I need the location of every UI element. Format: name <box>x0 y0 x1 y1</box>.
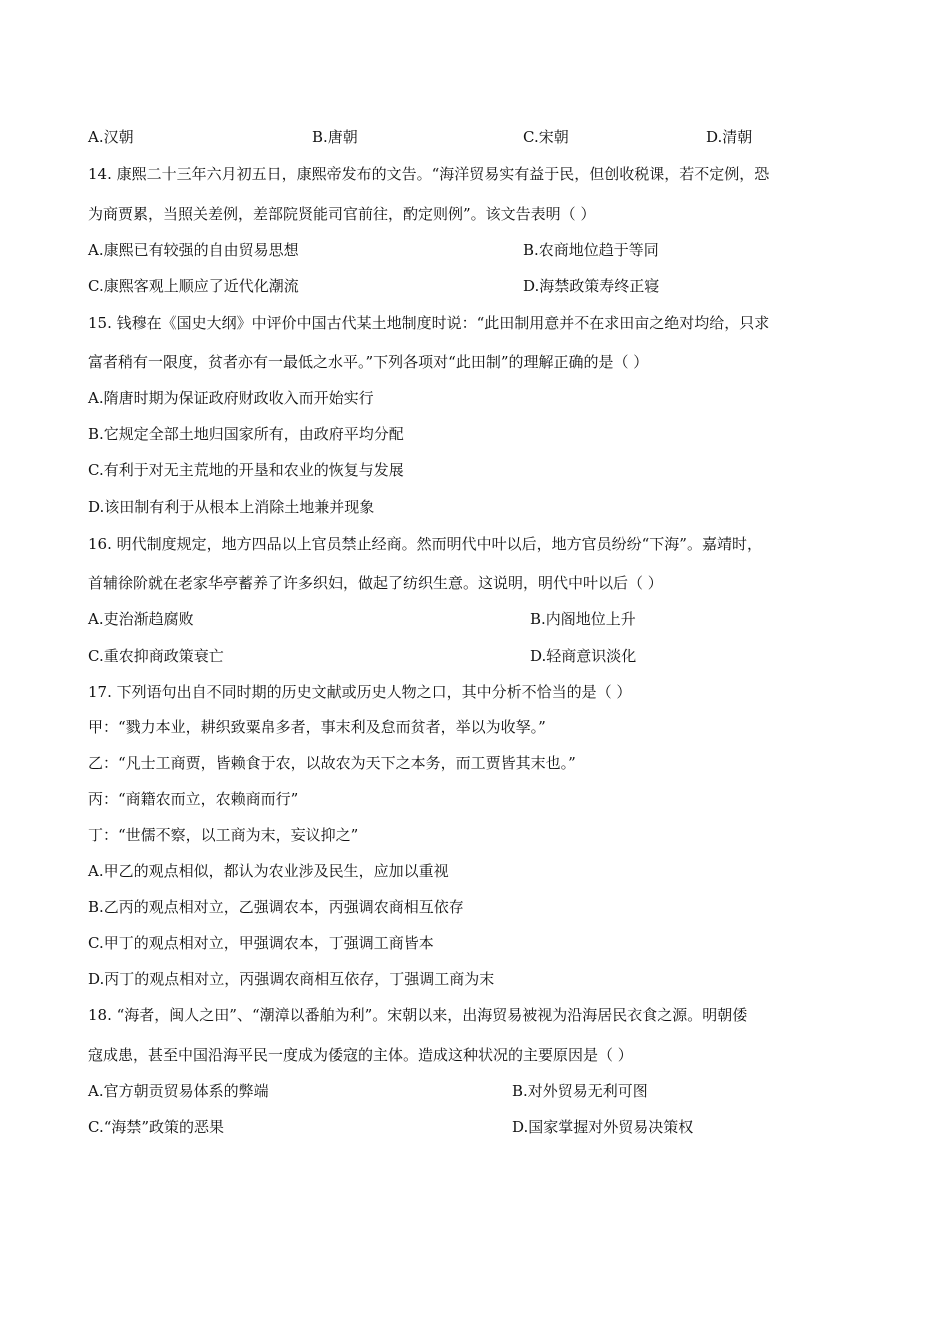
q18-stem-line2: 寇成患，甚至中国沿海平民一度成为倭寇的主体。造成这种状况的主要原因是（ ） <box>88 1046 633 1064</box>
q14-stem-line1: 14. 康熙二十三年六月初五日，康熙帝发布的文告。“海洋贸易实有益于民，但创收税课，若不定例，恐 <box>88 165 770 183</box>
q17-option-a: A.甲乙的观点相似，都认为农业涉及民生，应加以重视 <box>88 862 449 880</box>
q14-stem-line2: 为商贾累，当照关差例，差部院贤能司官前往，酌定则例”。该文告表明（ ） <box>88 205 596 223</box>
q17-quote-ding: 丁：“世儒不察，以工商为末，妄议抑之” <box>88 826 359 844</box>
q13-option-d: D.清朝 <box>706 128 753 146</box>
q13-option-b: B.唐朝 <box>312 128 358 146</box>
q17-quote-bing: 丙：“商籍农而立，农赖商而行” <box>88 790 299 808</box>
q14-option-c: C.康熙客观上顺应了近代化潮流 <box>88 277 299 295</box>
q15-option-d: D.该田制有利于从根本上消除土地兼并现象 <box>88 498 375 516</box>
q16-option-b: B.内阁地位上升 <box>530 610 636 628</box>
q15-option-c: C.有利于对无主荒地的开垦和农业的恢复与发展 <box>88 461 404 479</box>
q14-option-a: A.康熙已有较强的自由贸易思想 <box>88 241 299 259</box>
q13-option-c: C.宋朝 <box>523 128 569 146</box>
q17-quote-yi: 乙：“凡士工商贾，皆赖食于农，以故农为天下之本务，而工贾皆其末也。” <box>88 754 576 772</box>
q15-option-b: B.它规定全部土地归国家所有，由政府平均分配 <box>88 425 404 443</box>
q17-quote-jia: 甲：“戮力本业，耕织致粟帛多者，事末利及怠而贫者，举以为收孥。” <box>88 718 546 736</box>
q16-stem-line1: 16. 明代制度规定，地方四品以上官员禁止经商。然而明代中叶以后，地方官员纷纷“下海”。嘉靖时， <box>88 535 762 553</box>
q15-stem-line2: 富者稍有一限度，贫者亦有一最低之水平。”下列各项对“此田制”的理解正确的是（ ） <box>88 353 649 371</box>
q17-option-c: C.甲丁的观点相对立，甲强调农本，丁强调工商皆本 <box>88 934 434 952</box>
q18-option-a: A.官方朝贡贸易体系的弊端 <box>88 1082 269 1100</box>
q15-stem-line1: 15. 钱穆在《国史大纲》中评价中国古代某土地制度时说：“此田制用意并不在求田亩之绝对均给，只求 <box>88 314 770 332</box>
q13-option-a: A.汉朝 <box>88 128 134 146</box>
q18-option-c: C.“海禁”政策的恶果 <box>88 1118 225 1136</box>
q16-option-a: A.吏治渐趋腐败 <box>88 610 194 628</box>
q18-stem-line1: 18. “海者，闽人之田”、“潮漳以番舶为利”。宋朝以来，出海贸易被视为沿海居民衣食之源。明朝倭 <box>88 1006 748 1024</box>
q16-option-c: C.重农抑商政策衰亡 <box>88 647 224 665</box>
q14-option-b: B.农商地位趋于等同 <box>523 241 659 259</box>
q15-option-a: A.隋唐时期为保证政府财政收入而开始实行 <box>88 389 374 407</box>
q18-option-d: D.国家掌握对外贸易决策权 <box>512 1118 694 1136</box>
q18-option-b: B.对外贸易无利可图 <box>512 1082 648 1100</box>
q14-option-d: D.海禁政策寿终正寝 <box>523 277 660 295</box>
q17-stem-line1: 17. 下列语句出自不同时期的历史文献或历史人物之口，其中分析不恰当的是（ ） <box>88 683 632 701</box>
q16-stem-line2: 首辅徐阶就在老家华亭蓄养了许多织妇，做起了纺织生意。这说明，明代中叶以后（ ） <box>88 574 663 592</box>
q17-option-b: B.乙丙的观点相对立，乙强调农本，丙强调农商相互依存 <box>88 898 464 916</box>
q16-option-d: D.轻商意识淡化 <box>530 647 637 665</box>
q17-option-d: D.丙丁的观点相对立，丙强调农商相互依存，丁强调工商为末 <box>88 970 495 988</box>
